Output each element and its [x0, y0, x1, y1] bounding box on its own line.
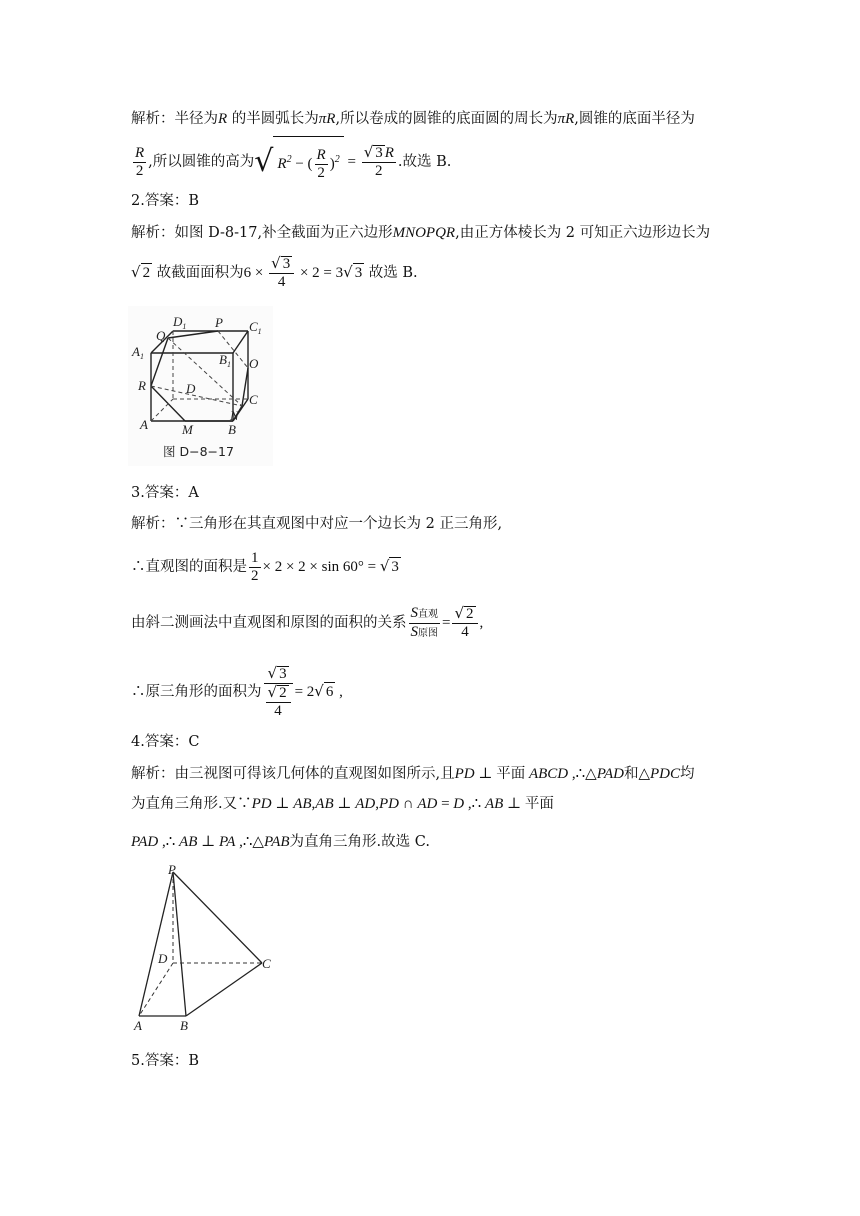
svg-text:Q: Q [156, 328, 166, 343]
svg-text:M: M [182, 422, 193, 437]
solution-3-line-2: ∴直观图的面积是 $\frac{1}{2}$ × 2 × 2 × sin 60° = √ 3 [131, 549, 399, 584]
answer-5: 5.答案：B [131, 1053, 199, 1069]
svg-text:D1: $D_1$ [173, 314, 187, 331]
svg-text:B1: $B_1$ [219, 352, 231, 369]
svg-text:A1: $A_1$ [132, 344, 144, 361]
cube-figure [128, 306, 273, 466]
svg-text:P: P [215, 315, 223, 330]
svg-text:C: C [249, 392, 258, 407]
solution-4-line-1: 解析：由三视图可得该几何体的直观图如图所示,且PD ⊥ 平面 ABCD ,∴△PAD和△PDC均 [131, 766, 695, 782]
svg-text:C1: $C_1$ [249, 319, 262, 336]
solution-2-line-2: √ 2 故截面面积为6 × $\frac{√ 3}{4}$ × 2 = 3√ 3 故选 B. [131, 254, 418, 290]
svg-text:B: B [228, 422, 236, 437]
svg-text:R: R [138, 378, 146, 393]
figure-caption: 图 D−8−17 [163, 444, 234, 459]
answer-2: 2.答案：B [131, 193, 199, 209]
svg-text:P: P [168, 862, 176, 877]
svg-text:N: N [230, 408, 239, 423]
svg-text:A: A [134, 1018, 142, 1033]
solution-3-line-1: 解析：∵三角形在其直观图中对应一个边长为 2 正三角形, [131, 516, 503, 532]
answer-3: 3.答案：A [131, 485, 199, 501]
svg-text:O: O [249, 356, 259, 371]
solution-3-line-4: ∴原三角形的面积为 $\frac{√ 3}{\frac{√ 2}{4}}$ = 2√ 6 , [131, 663, 343, 719]
svg-text:D: D [158, 951, 168, 966]
solution-1-line-1: 解析：半径为R 的半圆弧长为πR,所以卷成的圆锥的底面圆的周长为πR,圆锥的底面半径为 [131, 111, 695, 127]
svg-text:B: B [180, 1018, 188, 1033]
svg-text:C: C [262, 956, 271, 971]
solution-3-line-3: 由斜二测画法中直观图和原图的面积的关系 $\frac{\text{S直观}}{\text{S原图}}$ = $\frac{√ 2}{4}$ , [131, 604, 484, 640]
answer-4: 4.答案：C [131, 734, 200, 750]
svg-text:D: D [186, 381, 196, 396]
pyramid-figure [128, 862, 278, 1034]
solution-4-line-2: 为直角三角形.又∵PD ⊥ AB,AB ⊥ AD,PD ∩ AD = D ,∴ AB ⊥ 平面 [131, 796, 554, 812]
svg-text:A: A [140, 417, 148, 432]
solution-2-line-1: 解析：如图 D-8-17,补全截面为正六边形MNOPQR,由正方体棱长为 2 可知正六边形边长为 [131, 225, 711, 241]
solution-1-line-2: $\frac{R}{2}$ ,所以圆锥的高为√ $R^2$ − ( $\frac{R}{2}$ )$^2$ = $\frac{√ 3 R}{2}$ .故选 B. [131, 136, 451, 188]
solution-4-line-3: PAD ,∴ AB ⊥ PA ,∴△PAB为直角三角形.故选 C. [131, 834, 430, 850]
